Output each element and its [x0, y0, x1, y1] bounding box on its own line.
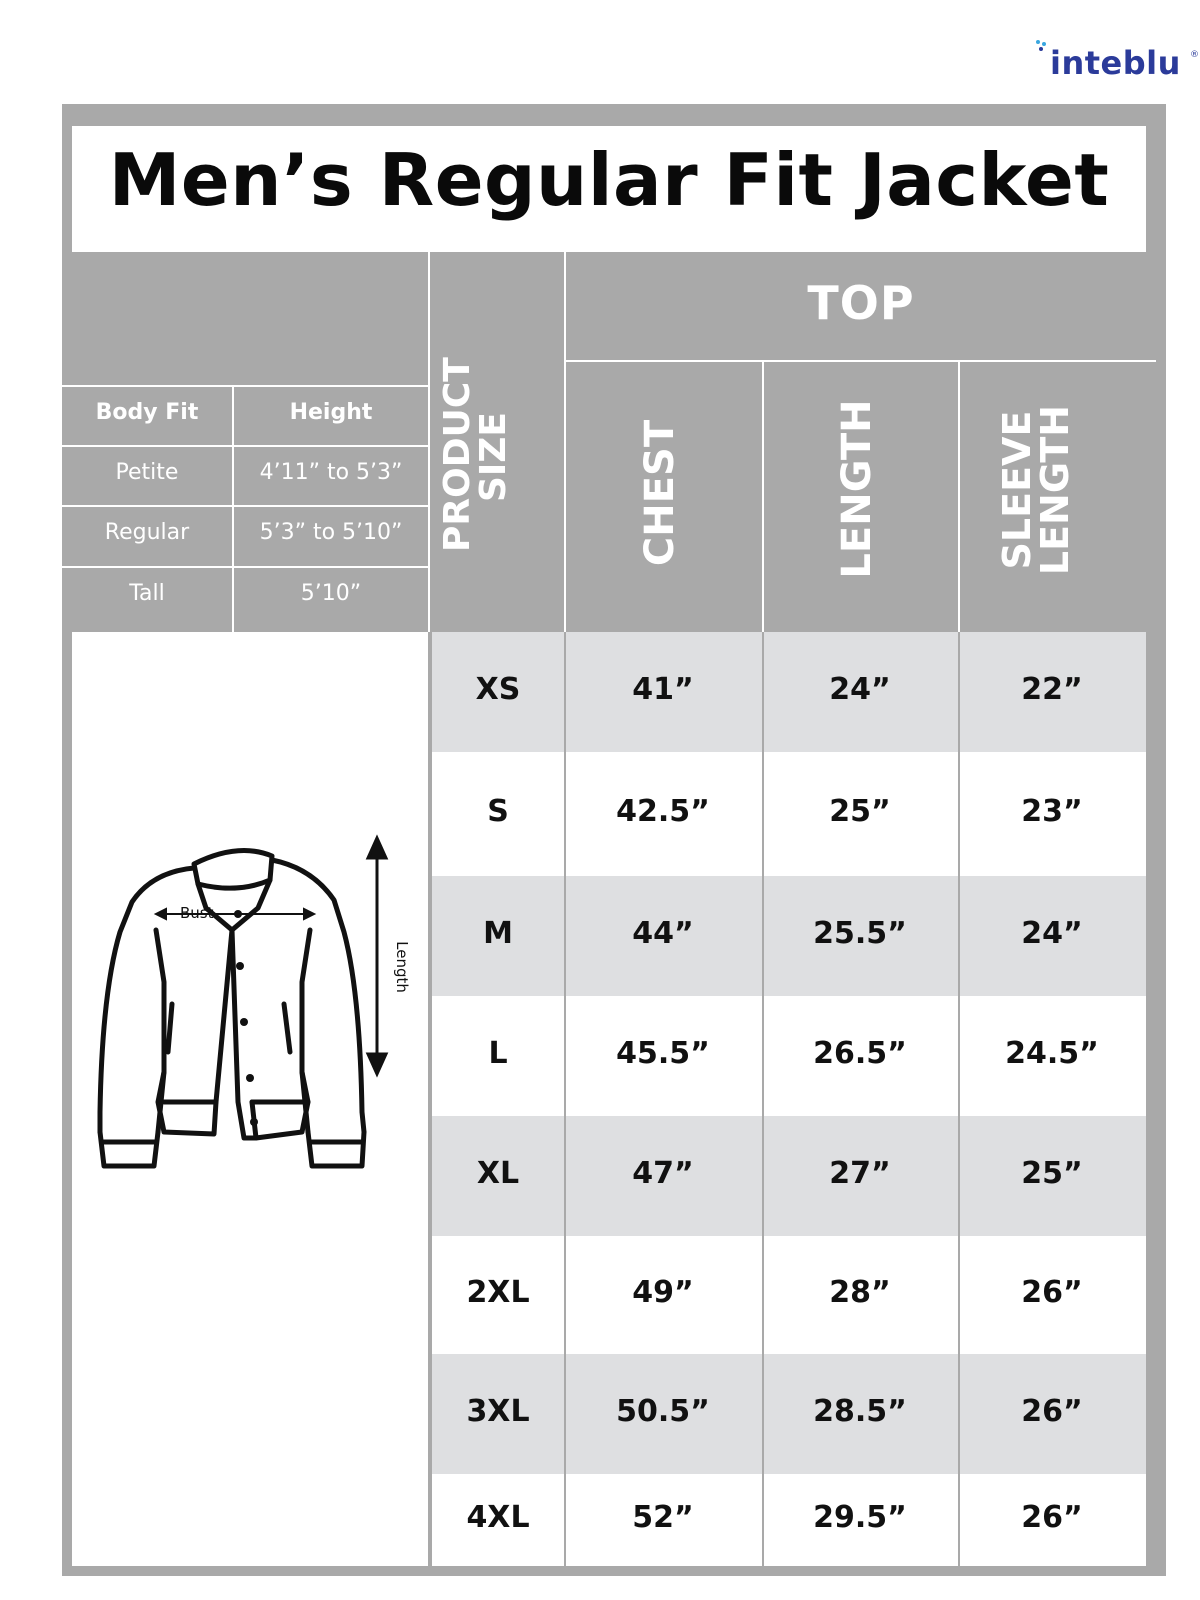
jacket-diagram-panel [72, 632, 428, 1566]
table-row [432, 752, 1146, 876]
sleeve-cell: 26” [1021, 1275, 1083, 1310]
table-row [432, 876, 1146, 996]
size-cell: 4XL [466, 1500, 530, 1535]
length-cell: 26.5” [813, 1036, 907, 1071]
brand-logo [1030, 38, 1200, 98]
length-cell: 27” [829, 1156, 891, 1191]
brand-name: inteblu [1050, 44, 1181, 82]
chest-cell: 41” [632, 672, 694, 707]
chest-header: CHEST [637, 419, 683, 567]
bust-label: Bust [180, 904, 214, 922]
sleeve-cell: 23” [1021, 794, 1083, 829]
brand-registered-mark: ® [1190, 50, 1199, 60]
length-cell: 25” [829, 794, 891, 829]
table-row [432, 632, 1146, 752]
fit-table-divider [62, 445, 428, 447]
header-divider [428, 252, 430, 632]
sleeve-length-header-line2: LENGTH [1033, 404, 1077, 576]
column-divider [430, 632, 432, 1566]
column-divider [762, 632, 764, 1566]
size-cell: 2XL [466, 1275, 530, 1310]
chest-cell: 42.5” [616, 794, 710, 829]
sleeve-cell: 26” [1021, 1394, 1083, 1429]
fit-table-divider [62, 385, 428, 387]
table-row [432, 1236, 1146, 1354]
fit-row-regular-height: 5’3” to 5’10” [259, 520, 403, 545]
jacket-illustration-icon [72, 632, 428, 1566]
chest-cell: 45.5” [616, 1036, 710, 1071]
length-label: Length [393, 941, 411, 993]
product-size-header-line1: PRODUCT [437, 357, 478, 552]
header-divider [564, 360, 1156, 362]
size-cell: M [483, 916, 513, 951]
fit-row-regular-label: Regular [104, 520, 190, 545]
size-cell: XL [476, 1156, 520, 1191]
fit-row-tall-height: 5’10” [300, 581, 362, 606]
fit-header-body-fit: Body Fit [95, 400, 199, 425]
fit-header-height: Height [289, 400, 373, 425]
table-row [432, 1116, 1146, 1236]
length-cell: 24” [829, 672, 891, 707]
length-cell: 28” [829, 1275, 891, 1310]
fit-row-petite-label: Petite [115, 460, 179, 485]
sleeve-cell: 25” [1021, 1156, 1083, 1191]
sleeve-cell: 22” [1021, 672, 1083, 707]
size-cell: 3XL [466, 1394, 530, 1429]
sleeve-length-header [995, 390, 1098, 590]
chest-cell: 50.5” [616, 1394, 710, 1429]
length-cell: 29.5” [813, 1500, 907, 1535]
table-row [432, 1474, 1146, 1566]
page-title: Men’s Regular Fit Jacket [108, 138, 1110, 222]
chest-cell: 49” [632, 1275, 694, 1310]
column-divider [564, 632, 566, 1566]
fit-table-divider [62, 505, 428, 507]
top-header: TOP [807, 276, 915, 330]
header-divider [762, 360, 764, 632]
product-size-header-line2: SIZE [473, 411, 514, 503]
sleeve-length-header-line1: SLEEVE [995, 410, 1039, 570]
chest-cell: 44” [632, 916, 694, 951]
table-row [432, 996, 1146, 1116]
table-row [432, 1354, 1146, 1474]
chest-cell: 47” [632, 1156, 694, 1191]
product-size-header [437, 357, 550, 552]
chest-cell: 52” [632, 1500, 694, 1535]
sleeve-cell: 24.5” [1005, 1036, 1099, 1071]
header-divider [958, 360, 960, 632]
length-cell: 28.5” [813, 1394, 907, 1429]
size-cell: XS [475, 672, 521, 707]
size-cell: S [487, 794, 509, 829]
length-cell: 25.5” [813, 916, 907, 951]
fit-row-petite-height: 4’11” to 5’3” [259, 460, 403, 485]
sleeve-cell: 26” [1021, 1500, 1083, 1535]
fit-row-tall-label: Tall [129, 581, 165, 606]
sleeve-cell: 24” [1021, 916, 1083, 951]
size-cell: L [488, 1036, 508, 1071]
title-box [72, 126, 1146, 252]
fit-table-divider [62, 566, 428, 568]
length-header: LENGTH [834, 399, 880, 579]
column-divider [958, 632, 960, 1566]
